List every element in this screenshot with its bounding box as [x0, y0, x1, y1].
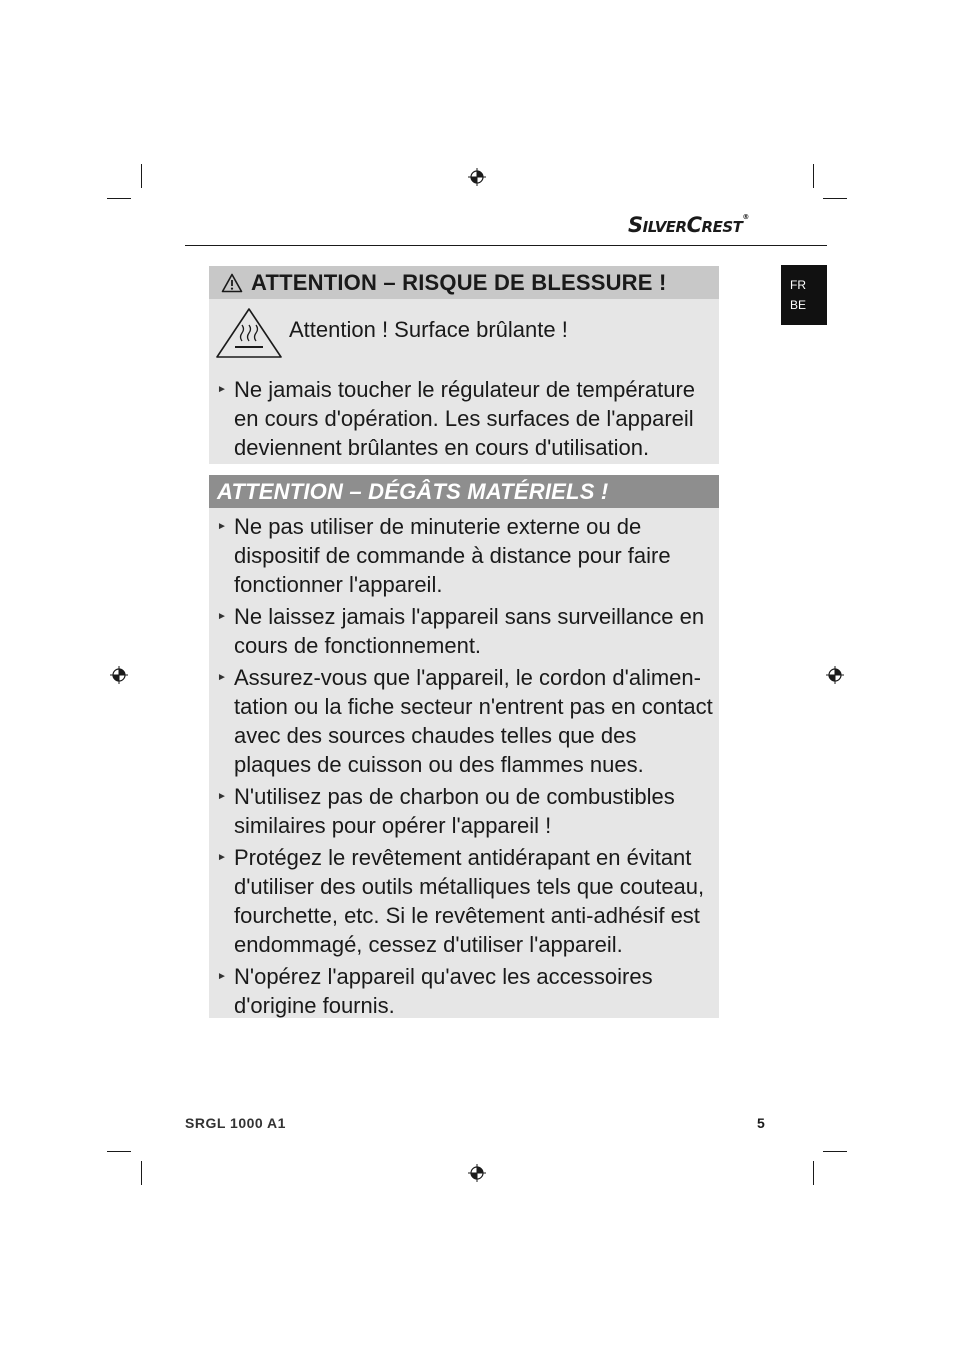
registration-mark-icon: [468, 168, 486, 186]
registration-mark-icon: [826, 666, 844, 684]
warning-injury-list: [209, 375, 719, 462]
warning-damage-panel: [209, 475, 719, 1018]
hot-surface-text: Attention ! Surface brûlante !: [289, 317, 568, 342]
list-item: ► Ne laissez jamais l'appareil sans surveillance en cours de fonctionnement.: [217, 604, 705, 658]
crop-mark: [107, 1151, 131, 1152]
list-item: ► Ne pas utiliser de minuterie externe ou de dispositif de commande à distance pour faire fonctionner l'appareil.: [217, 514, 671, 597]
brand-logo: SILVERCREST®: [628, 213, 749, 237]
crop-mark: [107, 198, 131, 199]
list-item: ► Assurez-vous que l'appareil, le cordon d'alimen-tation ou la fiche secteur n'entrent pas en contact avec des sources chaudes telles que des plaques de cuisson ou des flammes nues.: [217, 665, 713, 777]
warning-damage-title: ATTENTION – DÉGÂTS MATÉRIELS !: [217, 478, 609, 504]
crop-mark: [141, 1161, 142, 1185]
bullet-arrow-icon: ►: [217, 791, 227, 802]
model-number: SRGL 1000 A1: [185, 1115, 286, 1131]
crop-mark: [813, 164, 814, 188]
warning-damage-title-bar: [209, 475, 719, 508]
warning-injury-panel: [209, 266, 719, 464]
language-code: FR: [790, 278, 806, 292]
language-tab: [781, 265, 827, 325]
list-item: ► N'opérez l'appareil qu'avec les accessoires d'origine fournis.: [217, 964, 653, 1018]
hot-surface-row: [209, 299, 719, 363]
warning-damage-list: [209, 512, 719, 1020]
hot-surface-warning-icon: [215, 307, 283, 359]
page-number: 5: [757, 1115, 765, 1131]
warning-triangle-icon: [221, 273, 243, 293]
bullet-arrow-icon: ►: [217, 384, 227, 395]
header-divider: [185, 245, 827, 246]
crop-mark: [813, 1161, 814, 1185]
bullet-arrow-icon: ►: [217, 672, 227, 683]
warning-injury-title: ATTENTION – RISQUE DE BLESSURE !: [251, 269, 667, 295]
bullet-arrow-icon: ►: [217, 611, 227, 622]
crop-mark: [823, 1151, 847, 1152]
crop-mark: [823, 198, 847, 199]
bullet-arrow-icon: ►: [217, 852, 227, 863]
registration-mark-icon: [110, 666, 128, 684]
warning-injury-title-bar: [209, 266, 719, 299]
bullet-arrow-icon: ►: [217, 971, 227, 982]
country-code: BE: [790, 298, 807, 312]
list-item: ► Protégez le revêtement antidérapant en évitant d'utiliser des outils métalliques tels que couteau, fourchette, etc. Si le revêtement anti-adhésif est endommagé, cessez d'utiliser l'appareil.: [217, 845, 705, 957]
list-item: ► Ne jamais toucher le régulateur de température en cours d'opération. Les surfaces de l'appareil deviennent brûlantes en cours d'utilisation.: [217, 377, 696, 460]
list-item: ► N'utilisez pas de charbon ou de combustibles similaires pour opérer l'appareil !: [217, 784, 675, 838]
registration-mark-icon: [468, 1164, 486, 1182]
crop-mark: [141, 164, 142, 188]
bullet-arrow-icon: ►: [217, 521, 227, 532]
